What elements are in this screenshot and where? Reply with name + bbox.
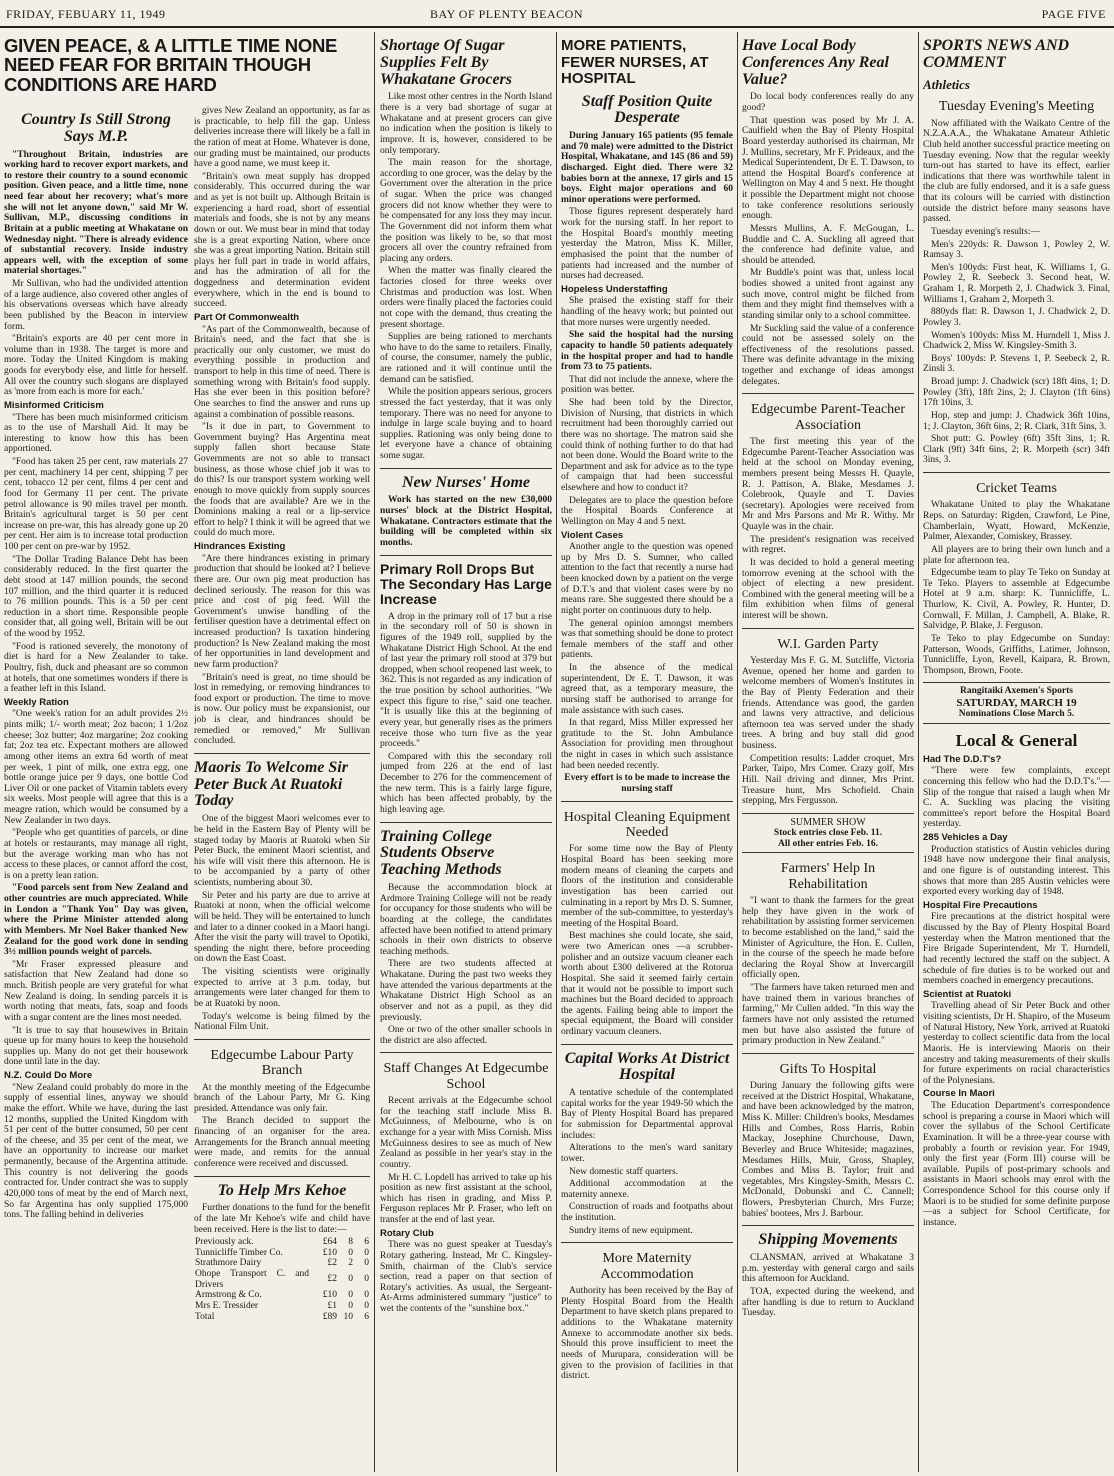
article-paragraph: Best machines she could locate, she said, were two American ones —a scrubber-polisher and an outsize vacuum cleaner each worth about £300 delivered at the Rotorua Hospital. She said it seemed fairly certain that it would not be possible to import such machines but the Board decided to approach the agents. Failing being able to import the special equipment, the Board will consider ordinary vacuum cleaners. <box>561 931 733 1037</box>
article-paragraph: Messrs Mullins, A. F. McGougan, L. Buddle and C. A. Suckling all agreed that the conference had definite value, and should be attended. <box>742 223 914 266</box>
notice-line: Nominations Close March 5. <box>958 709 1075 720</box>
training-headline: Training College Students Observe Teaching Methods <box>380 827 502 879</box>
crosshead: Part Of Commonwealth <box>194 311 300 323</box>
article-paragraph: When the matter was finally cleared the factories closed for three weeks over Christmas and production was lost. When orders were finally placed the factories could not cope with the demand, thus creating the present shortage. <box>380 266 552 330</box>
staff-changes-headline: Staff Changes At Edgecumbe School <box>383 1061 549 1092</box>
amount-pence: 0 <box>364 1290 369 1301</box>
result-line: Broad jump: J. Chadwick (scr) 18ft 4ins, 1; D. Powley (3ft), 18ft 2ins, 2; J. Clayton (1ft 6ins) 17ft 10ins, 3. <box>923 377 1110 409</box>
total-label: Total <box>195 1311 215 1322</box>
patients-intro: During January 165 patients (95 female and 70 male) were admitted to the District Hospital, Whakatane, and 145 (86 and 59) discharged. Eight died. There were 32 babies born at the annexe, 17 girls and 15 boys. Eight major operations and 60 minor operations were performed. <box>561 131 733 205</box>
article-paragraph: Today's welcome is being filmed by the National Film Unit. <box>194 1011 370 1033</box>
article-separator <box>742 1225 914 1226</box>
maori-headline: Maoris To Welcome Sir Peter Buck At Ruatoki Today <box>194 758 348 810</box>
article-paragraph: That question was posed by Mr J. A. Caulfield when the Bay of Plenty Hospital Board yesterday authorised its chairman, Mr J. Mullins, secretary, Mr F. Prideaux, and the Medical Superintendent, Dr E. T. Dawson, to attend the Hospital Board's conference at Wellington on May 4 and 5 next. He thought it possible the Department might not choose to take conference resolutions seriously enough. <box>742 115 914 222</box>
paper-name: BAY OF PLENTY BEACON <box>430 7 584 21</box>
article-separator <box>380 1052 552 1053</box>
patients-subhead: Staff Position Quite Desperate <box>581 92 713 127</box>
roll-headline: Primary Roll Drops But The Secondary Has Large Increase <box>380 560 552 608</box>
axemen-notice <box>923 682 1110 724</box>
article-paragraph: Additional accommodation at the maternity annexe. <box>561 1179 733 1200</box>
article-separator <box>380 822 552 823</box>
article-paragraph: "The Dollar Trading Balance Debt has been considerably reduced. In the first quarter the debt stood at 147 million pounds, the second 107 million, and the third quarter it is reduced to 76 million pounds. This is a 50 per cent reduction in a short time. Responsible people consider that, all going well, Britain will be out of the wood by 1952. <box>4 554 188 640</box>
meeting-headline: Tuesday Evening's Meeting <box>938 99 1095 115</box>
article-paragraph: During January the following gifts were received at the District Hospital, Whakatane, and have been acknowledged by the matron, Miss K. Miller: Children's books, Mesdames Hills and Combes, Ross Harris, Robin Mackay, Josephine Churchouse, Dawn, Beverley and Bruce Whiteside; magazines, Mesdames Hills, Muir, Gross, Shapley, Combes and Miss B. Taylor; fruit and vegetables, Mrs Kingsley-Smith, Messrs C. McDonald, Dobunski and C. Cannell; flowers, Presbyterian Church, Mrs Furze; babies' bootees, Mrs J. Barbour. <box>742 1081 914 1219</box>
article-paragraph: Work has started on the new £30,000 nurses' block at the District Hospital, Whakatane. Contractors estimate that the building will be completed within six months. <box>380 495 552 548</box>
notice-line: All other entries Feb. 16. <box>777 838 879 849</box>
lead-intro: "Throughout Britain, industries are working hard to recover export markets, and to restore their country to a sound economic position. Given peace, and a little time, none need fear about her recovery; what's more she will not let anyone down," said Mr W. Sullivan, M.P., discussing conditions in Britain at a public meeting at Whakatane on Wednesday night. "There is already evidence of substantial recovery. Inside industry appears well, with the exception of some material shortages." <box>4 149 188 277</box>
donation-row <box>194 1312 370 1323</box>
donor-name: Armstrong & Co. <box>195 1290 262 1301</box>
article-paragraph: Production statistics of Austin vehicles during 1948 have now undergone their final analysis, and one figure is of outstanding interest. This shows that more than 285 Austin vehicles were exported every working day of 1948. <box>923 844 1110 898</box>
donor-name: Tunnicliffe Timber Co. <box>195 1247 283 1258</box>
donation-row <box>194 1290 370 1301</box>
total-shillings: 10 <box>343 1311 353 1322</box>
lead-headline: GIVEN PEACE, & A LITTLE TIME NONE NEED FEAR FOR BRITAIN THOUGH CONDITIONS ARE HARD <box>4 35 338 95</box>
crosshead: N.Z. Could Do More <box>4 1070 93 1082</box>
article-paragraph: A tentative schedule of the contemplated capital works for the year 1949-50 which the Bay of Plenty Hospital Board has prepared for submission for Departmental approval includes: <box>561 1088 733 1141</box>
article-paragraph: The general opinion amongst members was that something should be done to protect female members of the staff and other patients. <box>561 618 733 661</box>
crosshead: Had The D.D.T's? <box>923 753 1002 765</box>
article-separator <box>194 1039 370 1040</box>
article-paragraph: Te Teko to play Edgecumbe on Sunday: Patterson, Woods, Griffiths, Latimer, Johnson, Tunnicliffe, Lyon, Revell, Kaipara, R. Brown, Thompson, Brown, Foote. <box>923 633 1110 676</box>
article-paragraph: There was no guest speaker at Tuesday's Rotary gathering. Instead, Mr C. Kingsley-Smith, chairman of the Club's service section, read a paper on that section of Rotary's activities. As usual, the Sergeant-At-Arms administered summary "justice" to wet the contents of the "sunshine box." <box>380 1240 552 1315</box>
garden-party-headline: W.I. Garden Party <box>777 636 879 652</box>
article-separator <box>561 1044 733 1045</box>
article-paragraph: Sundry items of new equipment. <box>569 1225 693 1236</box>
column-3 <box>380 32 552 1472</box>
total-pence: 6 <box>364 1311 369 1322</box>
conferences-headline: Have Local Body Conferences Any Real Value? <box>742 37 889 88</box>
result-line: Hop, step and jump: J. Chadwick 36ft 10ins, 1; J. Clayton, 36ft 6ins, 2; R. Clark, 31ft 5ins, 3. <box>923 410 1110 432</box>
result-line: Men's 220yds: R. Dawson 1, Powley 2, W. Ramsay 3. <box>923 239 1110 261</box>
donation-row <box>194 1269 370 1290</box>
article-paragraph: There are two students affected at Whakatane. During the past two weeks they have attended the various departments at the Whakatane District High School as an observer and not as a pupil, as they did previously. <box>380 959 552 1023</box>
amount-shillings: 0 <box>348 1247 353 1258</box>
article-paragraph: Because the accommodation block at Ardmore Training College will not be ready for occupancy for those students who will be boarding at the college, the candidates affected have been notified to attend primary schools in their own districts to observe teaching methods. <box>380 883 552 957</box>
article-paragraph: Whakatane United to play the Whakatane Reps. on Saturday: Rigden, Crawford, Le Pine, Chamberlain, Wyatt, Howard, McKenzie, Palmer, Alexander, Comiskey, Brassey. <box>923 500 1110 543</box>
total-pounds: £89 <box>322 1311 337 1322</box>
donation-row <box>194 1248 370 1259</box>
article-paragraph: "It is true to say that housewives in Britain queue up for many hours to keep the household supplies up. Many do not get their housework done until late in the day. <box>4 1025 188 1068</box>
amount-pence: 0 <box>364 1300 369 1311</box>
article-paragraph: The main reason for the shortage, according to one grocer, was the delay by the Government over the alteration in the price of sugar. When the price was changed grocers did not know whether they were to be compensated for any loss they may incur. The Government did not inform them what the position was likely to be, so that most grocers all over the country refrained from placing any orders. <box>380 158 552 264</box>
column-4 <box>561 32 733 1472</box>
amount-shillings: 0 <box>348 1274 353 1285</box>
article-paragraph: "Britain's exports are 40 per cent more in volume than in 1938. The target is more and more. Today the United Kingdom is making goods for everybody else, and little for herself. All over the country such slogans are displayed as 'more from each is more for each.' <box>4 334 188 398</box>
column-rule <box>918 32 919 1472</box>
donor-name: Previously ack. <box>195 1237 254 1248</box>
article-paragraph: Competition results: Ladder croquet, Mrs Parker, Taipo, Mrs Comer. Crazy golf, Mrs Hill. Nail driving and dinner, Mrs Print. Treasure hunt, Mrs Schofield. Chain stepping, Mrs Fergusson. <box>742 753 914 807</box>
notice-line: Stock entries close Feb. 11. <box>773 828 883 838</box>
local-general-headline: Local & General <box>955 730 1078 750</box>
crosshead: Weekly Ration <box>4 696 69 708</box>
crosshead: Course In Maori <box>923 1088 995 1100</box>
labour-headline: Edgecumbe Labour Party Branch <box>210 1047 354 1079</box>
article-paragraph: Delegates are to place the question before the Hospital Boards Conference at Wellington on May 4 and 5 next. <box>561 495 733 527</box>
kehoe-headline: To Help Mrs Kehoe <box>217 1181 347 1199</box>
amount-shillings: 0 <box>348 1300 353 1311</box>
article-paragraph: The Branch decided to support the financing of an organiser for the area. Arrangements for the Branch annual meeting were made, and remits for the annual conference were received and discussed. <box>194 1116 370 1169</box>
article-paragraph: The first meeting this year of the Edgecumbe Parent-Teacher Association was held at the school on Monday evening, members present being Messrs H. Quayle, R. J. Pattison, A. Blake, Mesdames J. Colebrook, Quayle and T. Davies (secretary). Apologies were received from Mr and Mrs Parsons and Mr R. Withy. Mr Quayle was in the chair. <box>742 437 914 533</box>
capital-headline: Capital Works At District Hospital <box>564 1049 730 1084</box>
article-paragraph: "Food is rationed severely, the monotony of diet is hard for a New Zealander to take. Poultry, fish, duck and pheasant are so common at hotels, that one sometimes wonders if there is a feather left in this Island. <box>4 641 188 695</box>
article-paragraph: Construction of roads and footpaths about the institution. <box>561 1202 733 1224</box>
article-paragraph: Do local body conferences really do any good? <box>742 92 914 114</box>
article-paragraph: "As part of the Commonwealth, because of Britain's need, and the fact that she is practically our only customer, we must do everything possible in production and transport to help in this time of need. There is something wrong with Britain's food supply. Has she ever been in this position before? One searches to find the answer and runs up against a combination of possible reasons. <box>194 324 370 420</box>
amount-pounds: £64 <box>322 1237 337 1248</box>
article-paragraph: One or two of the other smaller schools in the district are also affected. <box>380 1025 552 1046</box>
article-paragraph: The visiting scientists were originally expected to arrive at 3 p.m. today, but arrangements were later changed for them to be at Ruatoki by noon. <box>194 967 370 1009</box>
article-paragraph: Sir Peter and his party are due to arrive at Ruatoki at noon, when the official welcome will be held. They will be entertained to lunch and later to a dinner cooked in a Maori hangi. After the visit the party will travel to Opotiki, spending the night there, before proceeding on down the East Coast. <box>194 890 370 965</box>
maternity-headline: More Maternity Accommodation <box>600 1251 694 1282</box>
sugar-headline: Shortage Of Sugar Supplies Felt By Whakatane Grocers <box>380 37 513 88</box>
crosshead: Rotary Club <box>380 1227 434 1239</box>
article-separator <box>561 1242 733 1243</box>
column-rule <box>556 32 557 1472</box>
article-paragraph: TOA, expected during the weekend, and after handling is due to return to Auckland Tuesday. <box>742 1286 914 1319</box>
article-paragraph: New domestic staff quarters. <box>569 1166 679 1177</box>
article-paragraph: Mr Sullivan, who had the undivided attention of a large audience, also covered other angles of his observations overseas which have already been published by the Beacon in interview form. <box>4 279 188 332</box>
donor-name: Strathmore Dairy <box>195 1258 262 1269</box>
article-paragraph: "Is it due in part, to Government to Government buying? Has Argentina meat supply fallen short because State Governments are not so able to transact business, as those whose chief job it was to do this? Is our transport system working well enough to move quickly from supply sources the foods that are available? Are we in the Dominions making a real or a lip-service effort to help? I think it will be agreed that we could do much more. <box>194 422 370 539</box>
article-paragraph: One of the biggest Maori welcomes ever to be held in the Eastern Bay of Plenty will be staged today by Maoris at Ruatoki when Sir Peter Buck, the eminent Maori scientist, and his wife will visit there this afternoon. He is to be accompanied by a party of other scientists, numbering about 30. <box>194 814 370 889</box>
sports-section: Athletics <box>923 76 970 92</box>
article-paragraph: "New Zealand could probably do more in the supply of essential lines, anyway we should make the effort. While we have, during the last 12 months, supplied the United Kingdom with 51 per cent of the butter consumed, 50 per cent of the cheese, and 35 per cent of the meat, we have an opportunity to increase our market permanently, because of the Argentina attitude. This country is not delivering the goods contracted for. Under contract she was to supply 420,000 tons of meat by the end of March next, So far Argentina has only supplied 175,000 tons. The falling behind in deliveries <box>4 1082 188 1221</box>
article-paragraph: Yesterday Mrs F. G. M. Sutcliffe, Victoria Avenue, opened her home and garden to welcome members of Women's Institutes in the Bay of Plenty Federation and their friends. Attendance was good, the garden and lawns very attractive, and delicious afternoon tea was served under the shady trees. A bring and buy stall did good business. <box>742 656 914 752</box>
article-separator <box>194 753 370 754</box>
column-6 <box>923 32 1110 1472</box>
article-paragraph: "Food parcels sent from New Zealand and other countries are much appreciated. While in London a "Thank You" Day was given, where the Prime Minister attended along with Members. Mr Noel Baker thanked New Zealand for the good work done in sending 3½ million pounds weight of parcels. <box>4 883 188 958</box>
article-paragraph: Supplies are being rationed to merchants who have to do the same to retailers. Finally, of course, the consumer, namely the public, are rationed and it will continue until the demand can be satisfied. <box>380 332 552 385</box>
article-paragraph: Travelling ahead of Sir Peter Buck and other visiting scientists, Dr H. Shapiro, of the Museum of Natural History, New York, arrived at Ruatoki yesterday to collect scientific data from the local Maoris. He is interviewing Maoris on their ancestry and taking measurements of their skulls for future experiments on racial characteristics of the Polynesians. <box>923 1001 1110 1086</box>
amount-pence: 0 <box>364 1247 369 1258</box>
amount-pounds: £10 <box>322 1290 337 1301</box>
article-paragraph: At the monthly meeting of the Edgecumbe branch of the Labour Party, Mr G. King presided. Attendance was only fair. <box>194 1082 370 1114</box>
article-separator <box>742 1053 914 1054</box>
article-paragraph: "People who get quantities of parcels, or dine at hotels or restaurants, may manage all right, but the average working man who has not access to these places, or cannot afford the cost, is on a pretty lean ration. <box>4 828 188 881</box>
article-separator <box>742 628 914 629</box>
article-separator <box>923 472 1110 473</box>
donation-row <box>194 1237 370 1248</box>
lead-subhead: Country Is Still Strong Says M.P. <box>21 111 171 145</box>
cleaning-headline: Hospital Cleaning Equipment Needed <box>563 809 731 840</box>
result-line: Women's 100yds: Miss M. Hurndell 1, Miss J. Chadwick 2, Miss W. Kingsley-Smith 3. <box>923 330 1110 352</box>
article-paragraph: Edgecumbe team to play Te Teko on Sunday at Te Teko. Players to assemble at Edgecumbe Hotel at 9 a.m. sharp: K. Tunnicliffe, L. Thurlow, K. Civil, A. Powley, R. Hunter, D. Cornwall, F. Millan, J. Campbell, A. Blake, R. Salvidge, P. Blake, J. Ferguson. <box>923 568 1110 632</box>
result-line: Shot putt: G. Powley (6ft) 35ft 3ins, 1; R. Clark (9ft) 34ft 6ins, 2; R. Morpeth (scr) 34ft 3ins, 3. <box>923 434 1110 466</box>
article-paragraph: "Food has taken 25 per cent, raw materials 27 per cent, machinery 14 per cent, shipping 7 per cent, tobacco 12 per cent, films 4 per cent and food for Germany 11 per cent. The private petrol allowance is 90 miles travel per month. Britain's agricultural target is 50 per cent increase on pre-war, this has already gone up 20 per cent. Her aim is to increase total production 100 per cent on pre-war by 1952. <box>4 457 188 553</box>
column-2 <box>194 106 370 1472</box>
article-separator <box>561 801 733 802</box>
sports-headline: SPORTS NEWS AND COMMENT <box>923 37 1070 71</box>
amount-shillings: 0 <box>348 1290 353 1301</box>
article-paragraph: Alterations to the men's ward sanitary tower. <box>561 1143 733 1164</box>
article-paragraph: Those figures represent desperately hard work for the nursing staff. In her report to the Hospital Board's monthly meeting yesterday the Matron, Miss K. Miller, emphasised the point that the number of patients had increased and the number of nurses had decreased. <box>561 207 733 282</box>
page-number: PAGE FIVE <box>1041 7 1106 21</box>
donations-table <box>194 1237 370 1322</box>
article-paragraph: "Are there hindrances existing in primary production that should be looked at? I believe there are. Our own pig meat production has declined seriously. The reason for this was price and cost of pig feed. Will the Government's unwise handling of the fertiliser question have a detrimental effect on increased production? Is taxation hindering production? Is New Zealand making the most of her opportunities in land development and new farm production? <box>194 553 370 670</box>
masthead <box>0 4 1114 28</box>
article-paragraph: Mr H. C. Lopdell has arrived to take up his position as new first assistant at the school, which has risen in grading, and Miss P. Ferguson replaces Mr P. Fraser, who left on transfer at the end of last year. <box>380 1172 552 1226</box>
amount-shillings: 8 <box>348 1237 353 1248</box>
farmers-headline: Farmers' Help In Rehabilitation <box>780 861 876 892</box>
article-paragraph: It was decided to hold a general meeting tomorrow evening at the school with the object of electing a new president. Combined with the general meeting will be a film exhibition when films of general interest will be shown. <box>742 557 914 622</box>
article-paragraph: Mr Buddle's point was that, unless local bodies showed a united front against any such move, control might be filched from them and they might find themselves with a standing similar only to a school committee. <box>742 268 914 321</box>
article-paragraph: "Britain's need is great, no time should be lost in remedying, or removing hindrances to food export or production. The time to move is now. Our policy must be expansionist, our job is clear, and hindrances should be remedied or removed," Mr Sullivan concluded. <box>194 672 370 747</box>
parent-teacher-headline: Edgecumbe Parent-Teacher Association <box>750 402 906 433</box>
cricket-headline: Cricket Teams <box>976 481 1057 496</box>
result-line: Men's 100yds: First heat, K. Williams 1, G. Powley 2, R. Seebeck 3. Second heat, W. Graham 1, R. Morpeth 2, J. Chadwick 3. Final, Williams 1, Graham 2, Morpeth 3. <box>923 262 1110 305</box>
amount-pounds: £1 <box>327 1300 337 1311</box>
article-paragraph: The president's resignation was received with regret. <box>742 534 914 556</box>
amount-pounds: £10 <box>322 1247 337 1258</box>
crosshead: Misinformed Criticism <box>4 399 104 411</box>
article-paragraph: For some time now the Bay of Plenty Hospital Board has been seeking more modern means of cleaning the carpets and floors of the institution and considerable investigation has been carried out culminating in a report by Mrs D. S. Sumner, member of the sub-committee, to yesterday's meeting of the Hospital Board. <box>561 844 733 929</box>
donation-row <box>194 1258 370 1269</box>
article-separator <box>380 468 552 469</box>
article-paragraph: "Mr Fraser expressed pleasure and satisfaction that New Zealand had done so much. British people are very grateful for what New Zealand is doing. In sending parcels it is worth noting that meats, fats, soap and foods with a sugar content are the lines most needed. <box>4 959 188 1023</box>
notice-line: Rangitaiki Axemen's Sports <box>960 686 1073 697</box>
notice-line: SATURDAY, MARCH 19 <box>956 697 1077 710</box>
article-paragraph: "One week's ration for an adult provides 2½ pints milk; 1/- worth meat; 2oz bacon; 1 1/2oz cheese; 3oz butter; 4oz margarine; 2oz cooking fat; 2oz tea etc. Expectant mothers are allowed among other items an extra 6d worth of meat per week, 1 pint of milk, one extra egg, one bottle orange juice per 9 days, one bottle Cod Liver Oil or one packet of Vitamin tablets every six weeks. Most people will agree that this is a meagre ration, which would be consumed by a New Zealander in two days. <box>4 709 188 826</box>
donor-name: Ohope Transport C. and Drivers <box>195 1269 309 1290</box>
shipping-headline: Shipping Movements <box>758 1231 898 1249</box>
column-rule <box>374 32 375 1472</box>
article-paragraph: In that regard, Miss Miller expressed her gratitude to the St. John Ambulance Association for providing men throughout the night in cases in which such assistance had been needed recently. <box>561 718 733 771</box>
article-paragraph: Recent arrivals at the Edgecumbe school for the teaching staff include Miss B. McGuinness, of Melbourne, who is on exchange for a year with Miss Cornish. Miss McGuinness desires to see as much of New Zealand as possible in her year's stay in the country. <box>380 1096 552 1170</box>
column-5 <box>742 32 914 1472</box>
column-1 <box>4 106 188 1472</box>
donation-row <box>194 1301 370 1312</box>
article-paragraph: She said the hospital had the nursing capacity to handle 50 patients adequately in the hospital proper and had to handle from 73 to 75 patients. <box>561 330 733 373</box>
nurses-home-headline: New Nurses' Home <box>402 473 530 491</box>
crosshead: Scientist at Ruatoki <box>923 988 1012 1000</box>
summer-show-notice <box>742 813 914 853</box>
article-paragraph: "The farmers have taken returned men and have trained them in various branches of farming," Mr Cullen added. "In this way the farmers have not only assisted the returned men but have also assisted the future of primary production in New Zealand." <box>742 983 914 1047</box>
notice-title: SUMMER SHOW <box>790 816 866 828</box>
article-paragraph: That did not include the annexe, where the position was better. <box>561 374 733 396</box>
article-paragraph: Compared with this the secondary roll jumped from 226 at the end of last December to 276 for the commencement of the new term. This is a fairly large figure, which has been affected probably, by the high leaving age. <box>380 751 552 815</box>
donor-name: Mrs E. Tressider <box>195 1300 259 1311</box>
article-paragraph: "Britain's own meat supply has dropped considerably. This occurred during the war and as yet is not built up. Although Britain is experiencing a hard road, short of essential materials and foods, she is not by any means down or out. We must bear in mind that today she is a great exporting Nation, where once she was a great importing Nation. Britain still plays her full part in trade in world affairs, and has the admiration of all for the doggedness and determination evident everywhere, which in the end is bound to succeed. <box>194 171 370 310</box>
gifts-headline: Gifts To Hospital <box>779 1061 877 1077</box>
article-paragraph: A drop in the primary roll of 17 but a rise in the secondary roll of 50 is shown in figures of the 1949 roll, supplied by the Whakatane District High School. At the end of last year the primary roll stood at 379 but dropped, when school reopened last week, to 362. This is not regarded as any indication of the true position by school authorities. "We expect this figure to rise," said one teacher. "It is usually like this at the beginning of every year, but generally rises as the primers receive those who turn five as the year proceeds." <box>380 611 552 750</box>
crosshead: Hopeless Understaffing <box>561 283 668 295</box>
article-paragraph: Every effort is to be made to increase the nursing staff <box>564 773 730 794</box>
crosshead: Violent Cases <box>561 529 624 541</box>
amount-pence: 6 <box>364 1237 369 1248</box>
article-paragraph: CLANSMAN, arrived at Whakatane 3 p.m. yesterday with general cargo and sails this afternoon for Auckland. <box>742 1253 914 1285</box>
article-paragraph: She praised the existing staff for their handling of the heavy work; but pointed out that more nurses were urgently needed. <box>561 296 733 328</box>
crosshead: Hospital Fire Precautions <box>923 899 1038 911</box>
issue-date: FRIDAY, FEBUARY 11, 1949 <box>6 7 166 21</box>
article-paragraph: "There has been much misinformed criticism as to the use of Marshall Aid. It may be interesting to know how this has been apportioned. <box>4 412 188 455</box>
article-paragraph: Tuesday evening's results:— <box>931 226 1041 237</box>
crosshead: Hindrances Existing <box>194 541 286 552</box>
article-paragraph: Authority has been received by the Bay of Plenty Hospital Board from the Health Department to have sketch plans prepared to additions to the Whakatane maternity Annexe to accommodate another six beds. Should this prove insufficient to meet the needs of Murupara, consideration will be given to the provision of facilities in that district. <box>561 1286 733 1382</box>
article-paragraph: "I want to thank the farmers for the great help they have given in the work of rehabilitation by assisting former servicemen to become established on the land," said the Minister of Agriculture, the Hon. E. Cullen, in the course of the speech he made before declaring the Royal Show at Invercargill officially open. <box>742 896 914 981</box>
article-paragraph: She had been told by the Director, Division of Nursing, that districts in which recruitment had been thoroughly carried out there was no shortage. The matron said she could think of nothing further to do that had not been done. Would the Board write to the Department and ask for advice as to the type of campaign that had been successful elsewhere and how to conduct it? <box>561 398 733 494</box>
patients-headline: MORE PATIENTS, FEWER NURSES, AT HOSPITAL <box>561 37 709 87</box>
article-paragraph: While the position appears serious, grocers stressed the fact yesterday, that it was only temporary. There was no need for anyone to indulge in large scale buying and to hoard supplies. Rationing was only being done to let everyone have a chance of obtaining some sugar. <box>380 387 552 462</box>
amount-pounds: £2 <box>327 1258 337 1269</box>
article-paragraph: In the absence of the medical superintendent, Dr E. T. Dawson, it was agreed that, as a temporary measure, the nursing staff be authorised to arrange for male assistance with such cases. <box>561 663 733 716</box>
article-paragraph: Now affiliated with the Waikato Centre of the N.Z.A.A.A., the Whakatane Amateur Athletic Club held another successful practice meeting on Tuesday evening. Now that the regular weekly turn-out has started to have its effect, earlier indications that there was worthwhile talent in the club are fully endorsed, and it is a safe guess that its colours will be carried with distinction outside the district before many seasons have passed. <box>923 118 1110 225</box>
amount-pounds: £2 <box>327 1274 337 1285</box>
article-paragraph: Like most other centres in the North Island there is a very bad shortage of sugar at Whakatane and at present grocers can give no indication when the position is likely to improve. It is, however, considered to be only temporary. <box>380 92 552 156</box>
article-paragraph: "There were few complaints, except concerning this fellow who had the D.D.T's."—Slip of the tongue that raised a laugh when Mr C. A. Suckling was placing the visiting committee's report before the Hospital Board yesterday. <box>923 766 1110 830</box>
article-paragraph: Mr Suckling said the value of a conference could not be assessed solely on the effectiveness of the resolutions passed. There was definite advantage in the mixing together and exchange of ideas amongst delegates. <box>742 323 914 387</box>
result-line: Boys' 100yds: P. Stevens 1, P. Seebeck 2, R. Zinsli 3. <box>923 353 1110 375</box>
amount-shillings: 2 <box>348 1258 353 1269</box>
article-paragraph: Fire precautions at the district hospital were discussed by the Bay of Plenty Hospital Board yesterday when the Matron mentioned that the Fire Brigade Superintendent, Mr T. Hurndell, had recently lectured the staff on the subject. A schedule of fire duties is to be worked out and members coached in emergency precautions. <box>923 912 1110 987</box>
article-paragraph: The Education Department's correspondence school is preparing a course in Maori which will cover the syllabus of the School Certificate Examination. It will be a three-year course with probably a fourth or revision year. For 1949, only the first year (Form III) course will be available. Pupils of post-primary schools and assistants in Maori schools may enrol with the Correspondence School for this course only if Maori is to be studied for some definite purpose—as a subject for School Certificate, for instance. <box>923 1101 1110 1228</box>
amount-pence: 0 <box>364 1274 369 1285</box>
article-paragraph: All players are to bring their own lunch and a plate for afternoon tea. <box>923 544 1110 566</box>
column-rule <box>737 32 738 1472</box>
article-separator <box>380 555 552 556</box>
amount-pence: 0 <box>364 1258 369 1269</box>
crosshead: 285 Vehicles a Day <box>923 832 1008 844</box>
article-paragraph: Another angle to the question was opened up by Mrs D. S. Sumner, who called attention to the fact that recently a nurse had been knocked down by a patient on the verge of D.T.'s and that violent cases were by no means rare. She suggested there should be a night porter on continuous duty to help. <box>561 542 733 616</box>
article-separator <box>194 1176 370 1177</box>
article-paragraph: gives New Zealand an opportunity, as far as is practicable, to help fill the gap. Unless deliveries increase there will likely be a fall in the ration of meat at Home. Whatever is done, our grading must be maintained, our products have a good name, we must keep it. <box>194 106 370 170</box>
result-line: 880yds flat: R. Dawson 1, J. Chadwick 2, D. Powley 3. <box>923 307 1110 328</box>
article-paragraph: Further donations to the fund for the benefit of the late Mr Kehoe's wife and child have been received. Here is the list to date:— <box>194 1203 370 1235</box>
article-separator <box>742 393 914 394</box>
